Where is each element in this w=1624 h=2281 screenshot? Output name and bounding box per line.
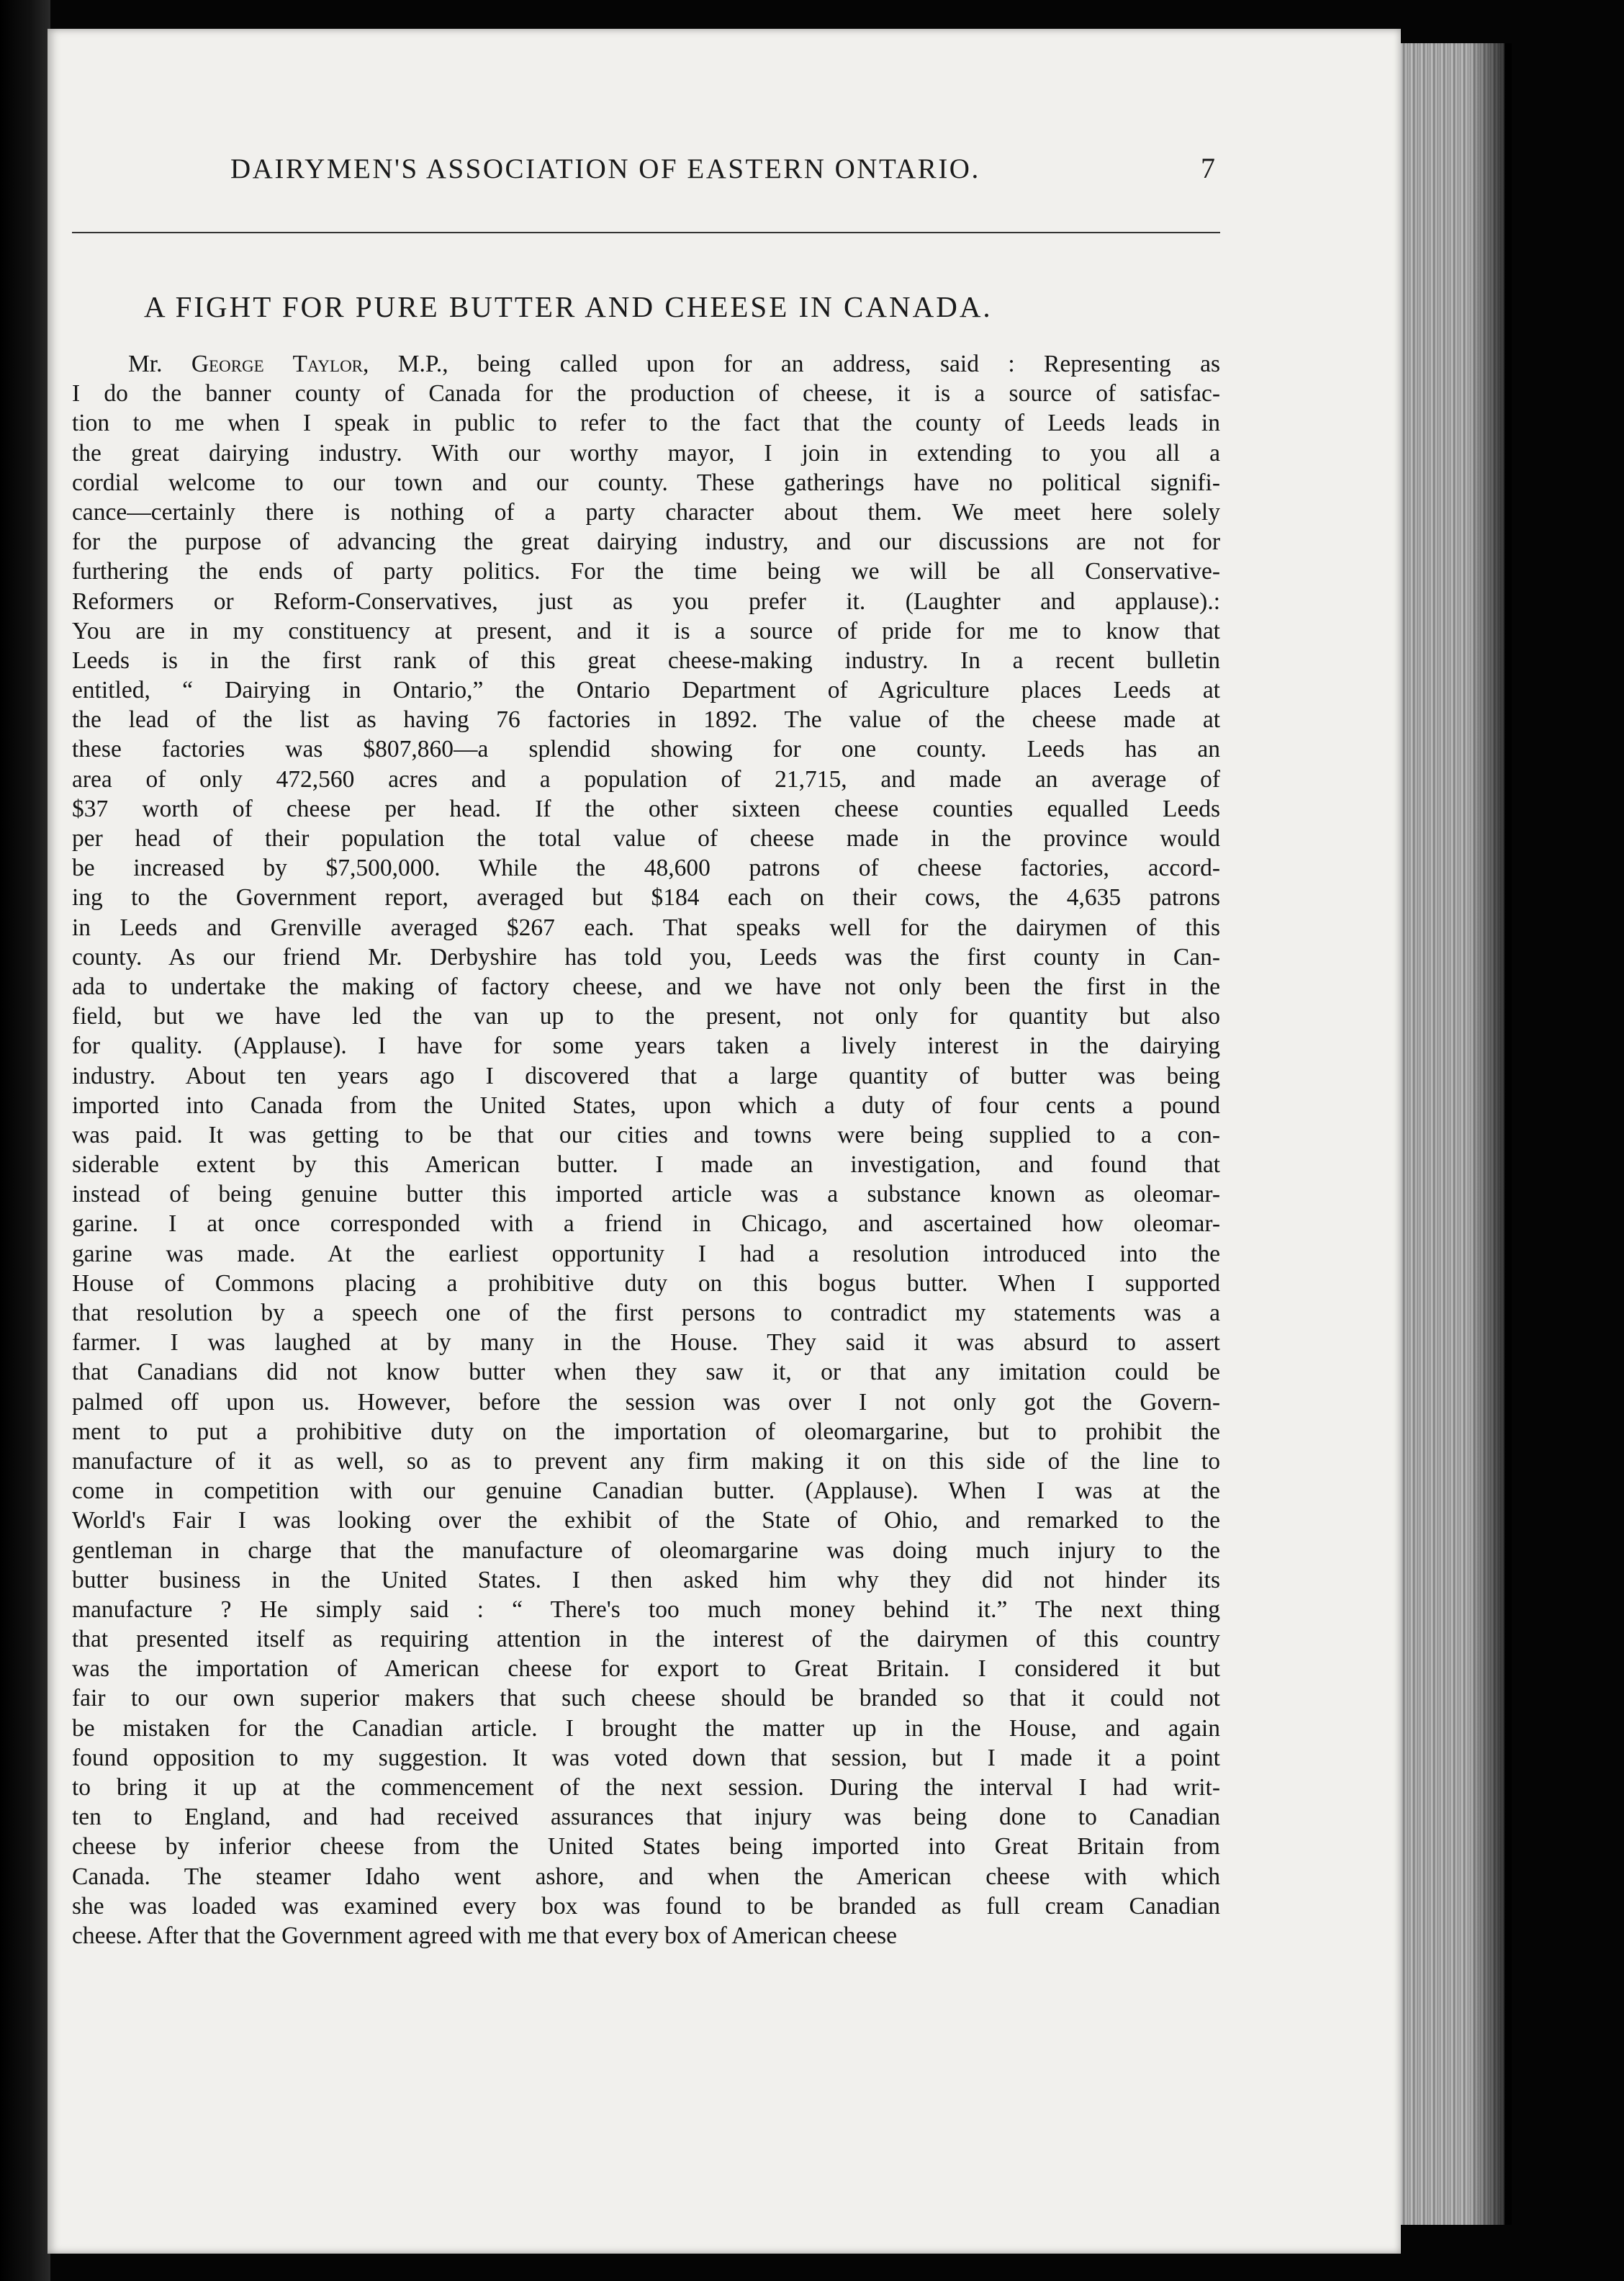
body-line: furthering the ends of party politics. For the time being we will be all Conservative- <box>72 558 1220 585</box>
body-line: Reformers or Reform-Conservatives, just as you prefer it. (Laughter and applause).: <box>72 588 1220 615</box>
body-line: entitled, “ Dairying in Ontario,” the Ontario Department of Agriculture places Leeds at <box>72 677 1220 704</box>
body-line: Canada. The steamer Idaho went ashore, and when the American cheese with which <box>72 1863 1220 1890</box>
body-line: per head of their population the total value of cheese made in the province would <box>72 825 1220 852</box>
body-line: garine. I at once corresponded with a friend in Chicago, and ascertained how oleomar- <box>72 1210 1220 1238</box>
body-line: cheese by inferior cheese from the United States being imported into Great Britain from <box>72 1833 1220 1861</box>
page-edges-shadow <box>1469 43 1512 2225</box>
body-line: be mistaken for the Canadian article. I brought the matter up in the House, and again <box>72 1714 1220 1742</box>
body-line: area of only 472,560 acres and a population of 21,715, and made an average of <box>72 765 1220 793</box>
article-body <box>72 349 1220 1951</box>
body-line: garine was made. At the earliest opportunity I had a resolution introduced into the <box>72 1240 1220 1267</box>
body-line: House of Commons placing a prohibitive duty on this bogus butter. When I supported <box>72 1269 1220 1297</box>
body-line: cheese. After that the Government agreed with me that every box of American cheese <box>72 1922 897 1949</box>
body-line: was paid. It was getting to be that our cities and towns were being supplied to a con- <box>72 1121 1220 1148</box>
body-line: to bring it up at the commencement of the next session. During the interval I had writ- <box>72 1774 1220 1801</box>
body-line: Leeds is in the first rank of this great cheese-making industry. In a recent bulletin <box>72 647 1220 674</box>
running-header: DAIRYMEN'S ASSOCIATION OF EASTERN ONTARIO. <box>230 153 980 184</box>
body-line: I do the banner county of Canada for the production of cheese, it is a source of satisfac- <box>72 380 1220 408</box>
body-line: ten to England, and had received assurances that injury was being done to Canadian <box>72 1804 1220 1831</box>
body-line: palmed off upon us. However, before the session was over I not only got the Govern- <box>72 1388 1220 1416</box>
body-line: gentleman in charge that the manufacture of oleomargarine was doing much injury to the <box>72 1537 1220 1564</box>
speaker-name: George Taylor <box>191 351 364 377</box>
body-line: these factories was $807,860—a splendid showing for one county. Leeds has an <box>72 736 1220 763</box>
body-line: You are in my constituency at present, and it is a source of pride for me to know that <box>72 617 1220 644</box>
body-line: tion to me when I speak in public to refer to the fact that the county of Leeds leads in <box>72 410 1220 437</box>
article-title: A FIGHT FOR PURE BUTTER AND CHEESE IN CANADA. <box>144 290 993 323</box>
body-line-first <box>72 349 1220 379</box>
body-line: manufacture ? He simply said : “ There's too much money behind it.” The next thing <box>72 1596 1220 1623</box>
body-line: for quality. (Applause). I have for some years taken a lively interest in the dairying <box>72 1032 1220 1060</box>
body-line: the lead of the list as having 76 factories in 1892. The value of the cheese made at <box>72 706 1220 734</box>
body-line: farmer. I was laughed at by many in the House. They said it was absurd to assert <box>72 1329 1220 1357</box>
body-line: ing to the Government report, averaged but $184 each on their cows, the 4,635 patrons <box>72 884 1220 912</box>
body-line: fair to our own superior makers that such cheese should be branded so that it could not <box>72 1685 1220 1712</box>
header-rule <box>72 232 1220 233</box>
body-line: county. As our friend Mr. Derbyshire has told you, Leeds was the first county in Can- <box>72 943 1220 971</box>
body-line: cordial welcome to our town and our county. These gatherings have no political signifi- <box>72 469 1220 496</box>
body-line: in Leeds and Grenville averaged $267 each. That speaks well for the dairymen of this <box>72 914 1220 941</box>
body-line: that Canadians did not know butter when they saw it, or that any imitation could be <box>72 1359 1220 1386</box>
body-line: field, but we have led the van up to the present, not only for quantity but also <box>72 1003 1220 1030</box>
body-line: ment to put a prohibitive duty on the importation of oleomargarine, but to prohibit the <box>72 1418 1220 1445</box>
body-line: was the importation of American cheese for export to Great Britain. I considered it but <box>72 1655 1220 1683</box>
body-line: imported into Canada from the United States, upon which a duty of four cents a pound <box>72 1092 1220 1119</box>
body-line: siderable extent by this American butter. I made an investigation, and found that <box>72 1151 1220 1179</box>
body-line: that presented itself as requiring attention in the interest of the dairymen of this country <box>72 1626 1220 1653</box>
body-line: for the purpose of advancing the great dairying industry, and our discussions are not for <box>72 528 1220 556</box>
page-number: 7 <box>1201 152 1215 184</box>
body-line: found opposition to my suggestion. It was voted down that session, but I made it a point <box>72 1744 1220 1771</box>
body-line: she was loaded was examined every box was found to be branded as full cream Canadian <box>72 1892 1220 1920</box>
body-line-first-text: , M.P., being called upon for an address, said : Representing as <box>363 351 1220 377</box>
body-line: manufacture of it as well, so as to prevent any firm making it on this side of the line to <box>72 1447 1220 1475</box>
body-line: industry. About ten years ago I discovered that a large quantity of butter was being <box>72 1062 1220 1089</box>
body-line: $37 worth of cheese per head. If the other sixteen cheese counties equalled Leeds <box>72 795 1220 822</box>
body-line: that resolution by a speech one of the first persons to contradict my statements was a <box>72 1300 1220 1326</box>
speaker-honorific: Mr. <box>128 351 163 377</box>
body-lines <box>72 379 1220 1951</box>
body-line: the great dairying industry. With our worthy mayor, I join in extending to you all a <box>72 439 1220 467</box>
body-line: be increased by $7,500,000. While the 48,600 patrons of cheese factories, accord- <box>72 855 1220 882</box>
book-gutter-shadow <box>0 0 50 2281</box>
body-line: come in competition with our genuine Canadian butter. (Applause). When I was at the <box>72 1477 1220 1505</box>
body-line: World's Fair I was looking over the exhibit of the State of Ohio, and remarked to the <box>72 1507 1220 1534</box>
body-line: ada to undertake the making of factory cheese, and we have not only been the first in the <box>72 973 1220 1000</box>
scan-background <box>1512 0 1624 2281</box>
body-line: cance—certainly there is nothing of a party character about them. We meet here solely <box>72 498 1220 526</box>
body-line: butter business in the United States. I then asked him why they did not hinder its <box>72 1566 1220 1593</box>
body-line: instead of being genuine butter this imported article was a substance known as oleomar- <box>72 1181 1220 1208</box>
